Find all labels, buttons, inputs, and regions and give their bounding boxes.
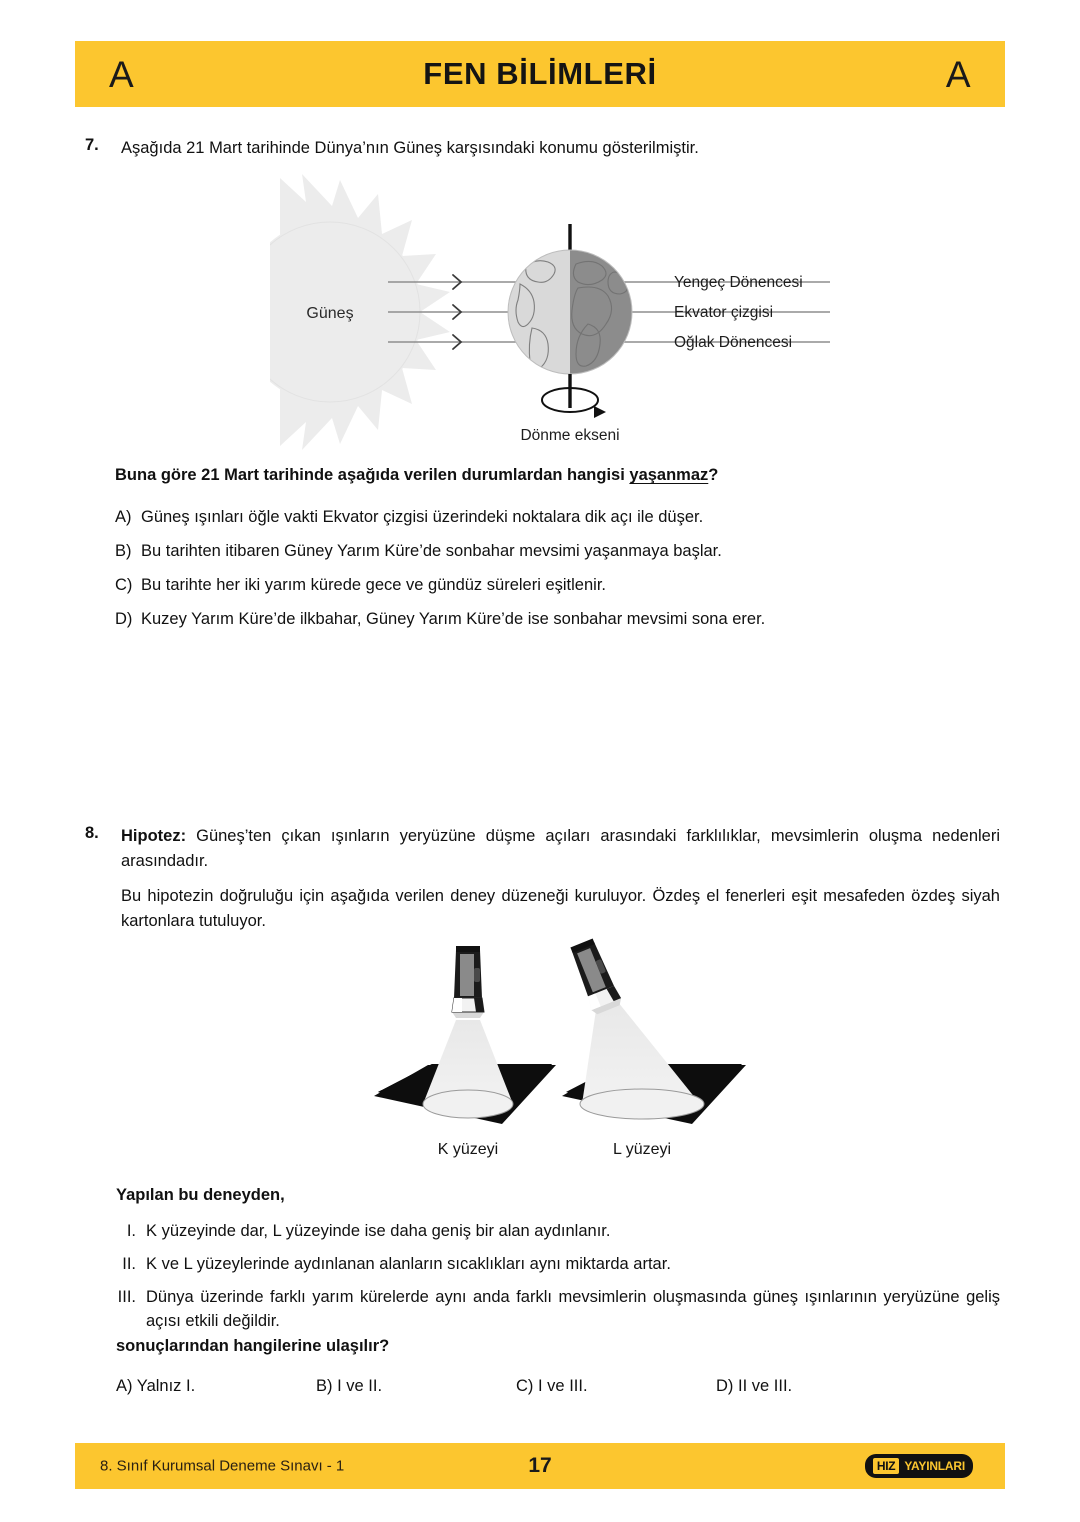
- question-8-results-lead: Yapılan bu deneyden,: [116, 1186, 285, 1204]
- q8-option-b-text: I ve II.: [337, 1377, 383, 1395]
- page-footer-band: [75, 1443, 1005, 1489]
- result-item-iii: [110, 1286, 1000, 1334]
- result-item-i: [110, 1220, 1000, 1244]
- q8-option-b-key: B): [316, 1377, 333, 1395]
- surface-k-label: K yüzeyi: [437, 1141, 499, 1158]
- header-booklet-letter-left: A: [109, 53, 135, 95]
- question-8-question-line: sonuçlarından hangilerine ulaşılır?: [116, 1337, 390, 1355]
- rotation-axis-label: Dönme ekseni: [520, 427, 620, 444]
- lit-area-l: [580, 1089, 704, 1119]
- publisher-logo-badge: HIZ: [873, 1458, 899, 1474]
- rotation-arrow-head: [594, 406, 606, 418]
- question-8-number: 8.: [85, 824, 99, 842]
- page-header-band: [75, 41, 1005, 107]
- option-d[interactable]: [115, 608, 995, 632]
- flashlight-k: [452, 946, 484, 1018]
- q8-option-a[interactable]: [116, 1377, 316, 1396]
- ray-label-2: Oğlak Dönencesi: [674, 334, 793, 351]
- option-c[interactable]: [115, 574, 995, 598]
- question-7-stem: Aşağıda 21 Mart tarihinde Dünya’nın Güneş karşısındaki konumu gösterilmiştir.: [121, 139, 699, 157]
- q8-option-c-key: C): [516, 1377, 534, 1395]
- surface-l-label: L yüzeyi: [612, 1141, 672, 1158]
- flashlight-experiment-diagram: [370, 938, 750, 1173]
- question-8-setup-text: Bu hipotezin doğruluğu için aşağıda verilen deney düzeneği kuruluyor. Özdeş el fenerleri eşit mesafeden özdeş siyah kartonlara tutuluyor.: [121, 887, 1000, 930]
- result-ii-key: II.: [122, 1254, 136, 1273]
- lit-area-k: [423, 1090, 513, 1118]
- earth-globe: [508, 250, 632, 374]
- question-8-results-list: [110, 1220, 1000, 1343]
- question-8: [85, 824, 1000, 874]
- q8-option-c[interactable]: [516, 1377, 716, 1396]
- option-a[interactable]: [115, 506, 995, 530]
- question-7: [85, 136, 995, 161]
- q8-option-d[interactable]: [716, 1377, 916, 1396]
- question-8-hypothesis-label: Hipotez:: [121, 827, 187, 845]
- option-c-key: C): [115, 575, 133, 594]
- question-7-options: [115, 506, 995, 642]
- page-title: FEN BİLİMLERİ: [423, 56, 657, 91]
- ray-label-1: Ekvator çizgisi: [674, 304, 774, 321]
- q8-option-b[interactable]: [316, 1377, 516, 1396]
- footer-page-number: 17: [528, 1454, 552, 1477]
- publisher-logo-word: YAYINLARI: [904, 1459, 965, 1473]
- question-7-prompt-suffix: ?: [708, 466, 719, 484]
- question-8-hypothesis-text: Güneş’ten çıkan ışınların yeryüzüne düşme açıları arasındaki farklılıklar, mevsimlerin oluşma nedenleri arasındadır.: [121, 827, 1000, 870]
- result-item-ii: [110, 1253, 1000, 1277]
- result-ii-text: K ve L yüzeylerinde aydınlanan alanların sıcaklıkları aynı miktarda artar.: [146, 1254, 671, 1273]
- result-i-key: I.: [126, 1222, 136, 1240]
- question-7-prompt: [115, 466, 995, 485]
- q8-option-a-key: A): [116, 1377, 133, 1395]
- question-7-number: 7.: [85, 136, 99, 154]
- option-a-key: A): [115, 508, 132, 526]
- option-b-text: Bu tarihten itibaren Güney Yarım Küre’de sonbahar mevsimi yaşanmaya başlar.: [141, 541, 722, 560]
- q8-option-d-key: D): [716, 1377, 734, 1395]
- earth-sun-diagram: [270, 172, 870, 452]
- question-8-hypothesis: [121, 824, 1000, 874]
- q8-option-d-text: II ve III.: [738, 1377, 793, 1395]
- flashlight-l-group: [562, 938, 746, 1124]
- header-booklet-letter-right: A: [945, 53, 971, 95]
- result-iii-key: III.: [117, 1287, 136, 1306]
- option-d-key: D): [115, 609, 133, 628]
- q8-option-a-text: Yalnız I.: [136, 1377, 196, 1395]
- ray-label-0: Yengeç Dönencesi: [674, 274, 803, 291]
- option-c-text: Bu tarihte her iki yarım kürede gece ve gündüz süreleri eşitlenir.: [141, 575, 606, 594]
- option-b[interactable]: [115, 540, 995, 564]
- flashlight-l: [567, 938, 624, 1016]
- option-b-key: B): [115, 541, 132, 560]
- question-7-prompt-prefix: Buna göre 21 Mart tarihinde aşağıda verilen durumlardan hangisi: [115, 466, 630, 484]
- publisher-logo: [865, 1454, 973, 1478]
- result-i-text: K yüzeyinde dar, L yüzeyinde ise daha geniş bir alan aydınlanır.: [146, 1222, 611, 1240]
- sun-label: Güneş: [306, 305, 354, 322]
- footer-exam-title: 8. Sınıf Kurumsal Deneme Sınavı - 1: [100, 1457, 345, 1475]
- flashlight-k-group: [374, 946, 556, 1124]
- q8-option-c-text: I ve III.: [538, 1377, 588, 1395]
- question-7-prompt-emphasis: yaşanmaz: [629, 466, 709, 484]
- option-a-text: Güneş ışınları öğle vakti Ekvator çizgisi üzerindeki noktalara dik açı ile düşer.: [141, 508, 704, 526]
- result-iii-text: Dünya üzerinde farklı yarım kürelerde aynı anda farklı mevsimlerin oluşmasında güneş ışınlarının yeryüzüne geliş açısı etkili değildir.: [146, 1287, 1000, 1330]
- question-8-options: [116, 1377, 996, 1396]
- option-d-text: Kuzey Yarım Küre’de ilkbahar, Güney Yarım Küre’de ise sonbahar mevsimi sona erer.: [141, 609, 766, 628]
